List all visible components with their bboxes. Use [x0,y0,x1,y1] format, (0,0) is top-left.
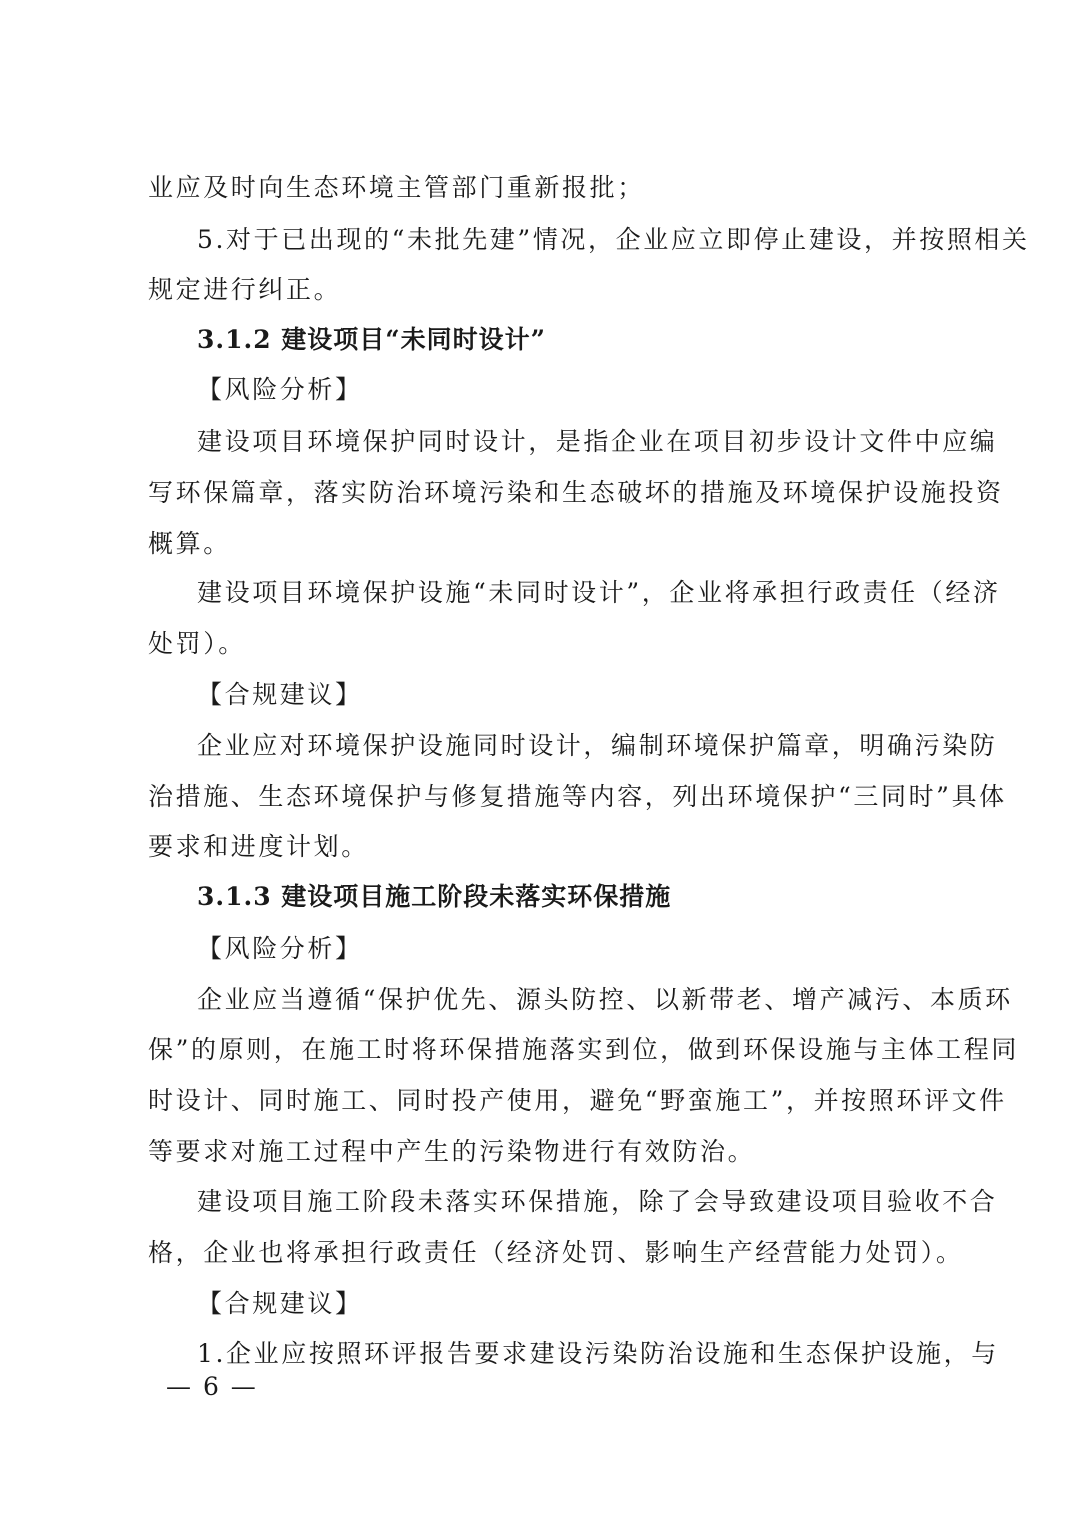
body-text-line: 5.对于已出现的“未批先建”情况，企业应立即停止建设，并按照相关 [197,225,1030,254]
body-text-line: 业应及时向生态环境主管部门重新报批； [148,173,645,202]
subheading-compliance-advice: 【合规建议】 [197,1289,363,1318]
body-text-line: 要求和进度计划。 [148,832,369,861]
body-text-line: 企业应对环境保护设施同时设计，编制环境保护篇章，明确污染防 [197,731,998,760]
body-text-line: 等要求对施工过程中产生的污染物进行有效防治。 [148,1137,756,1166]
body-text-line: 规定进行纠正。 [148,275,342,304]
subheading-compliance-advice: 【合规建议】 [197,680,363,709]
body-text-line: 1.企业应按照环评报告要求建设污染防治设施和生态保护设施，与 [197,1339,999,1368]
body-text-line: 保”的原则，在施工时将环保措施落实到位，做到环保设施与主体工程同 [148,1035,1019,1064]
body-text-line: 治措施、生态环境保护与修复措施等内容，列出环境保护“三同时”具体 [148,782,1007,811]
body-text-line: 概算。 [148,529,231,558]
body-text-line: 建设项目环境保护设施“未同时设计”，企业将承担行政责任（经济 [197,578,1001,607]
body-text-line: 企业应当遵循“保护优先、源头防控、以新带老、增产减污、本质环 [197,985,1013,1014]
section-heading-3-1-3: 3.1.3 建设项目施工阶段未落实环保措施 [197,882,672,911]
body-text-line: 建设项目环境保护同时设计，是指企业在项目初步设计文件中应编 [197,427,998,456]
subheading-risk-analysis: 【风险分析】 [197,934,363,963]
page-number: — 6 — [166,1372,258,1401]
subheading-risk-analysis: 【风险分析】 [197,375,363,404]
body-text-line: 时设计、同时施工、同时投产使用，避免“野蛮施工”，并按照环评文件 [148,1086,1007,1115]
section-heading-3-1-2: 3.1.2 建设项目“未同时设计” [197,325,547,354]
body-text-line: 处罚）。 [148,629,246,658]
body-text-line: 格，企业也将承担行政责任（经济处罚、影响生产经营能力处罚）。 [148,1238,964,1267]
body-text-line: 写环保篇章，落实防治环境污染和生态破坏的措施及环境保护设施投资 [148,478,1004,507]
body-text-line: 建设项目施工阶段未落实环保措施，除了会导致建设项目验收不合 [197,1187,998,1216]
